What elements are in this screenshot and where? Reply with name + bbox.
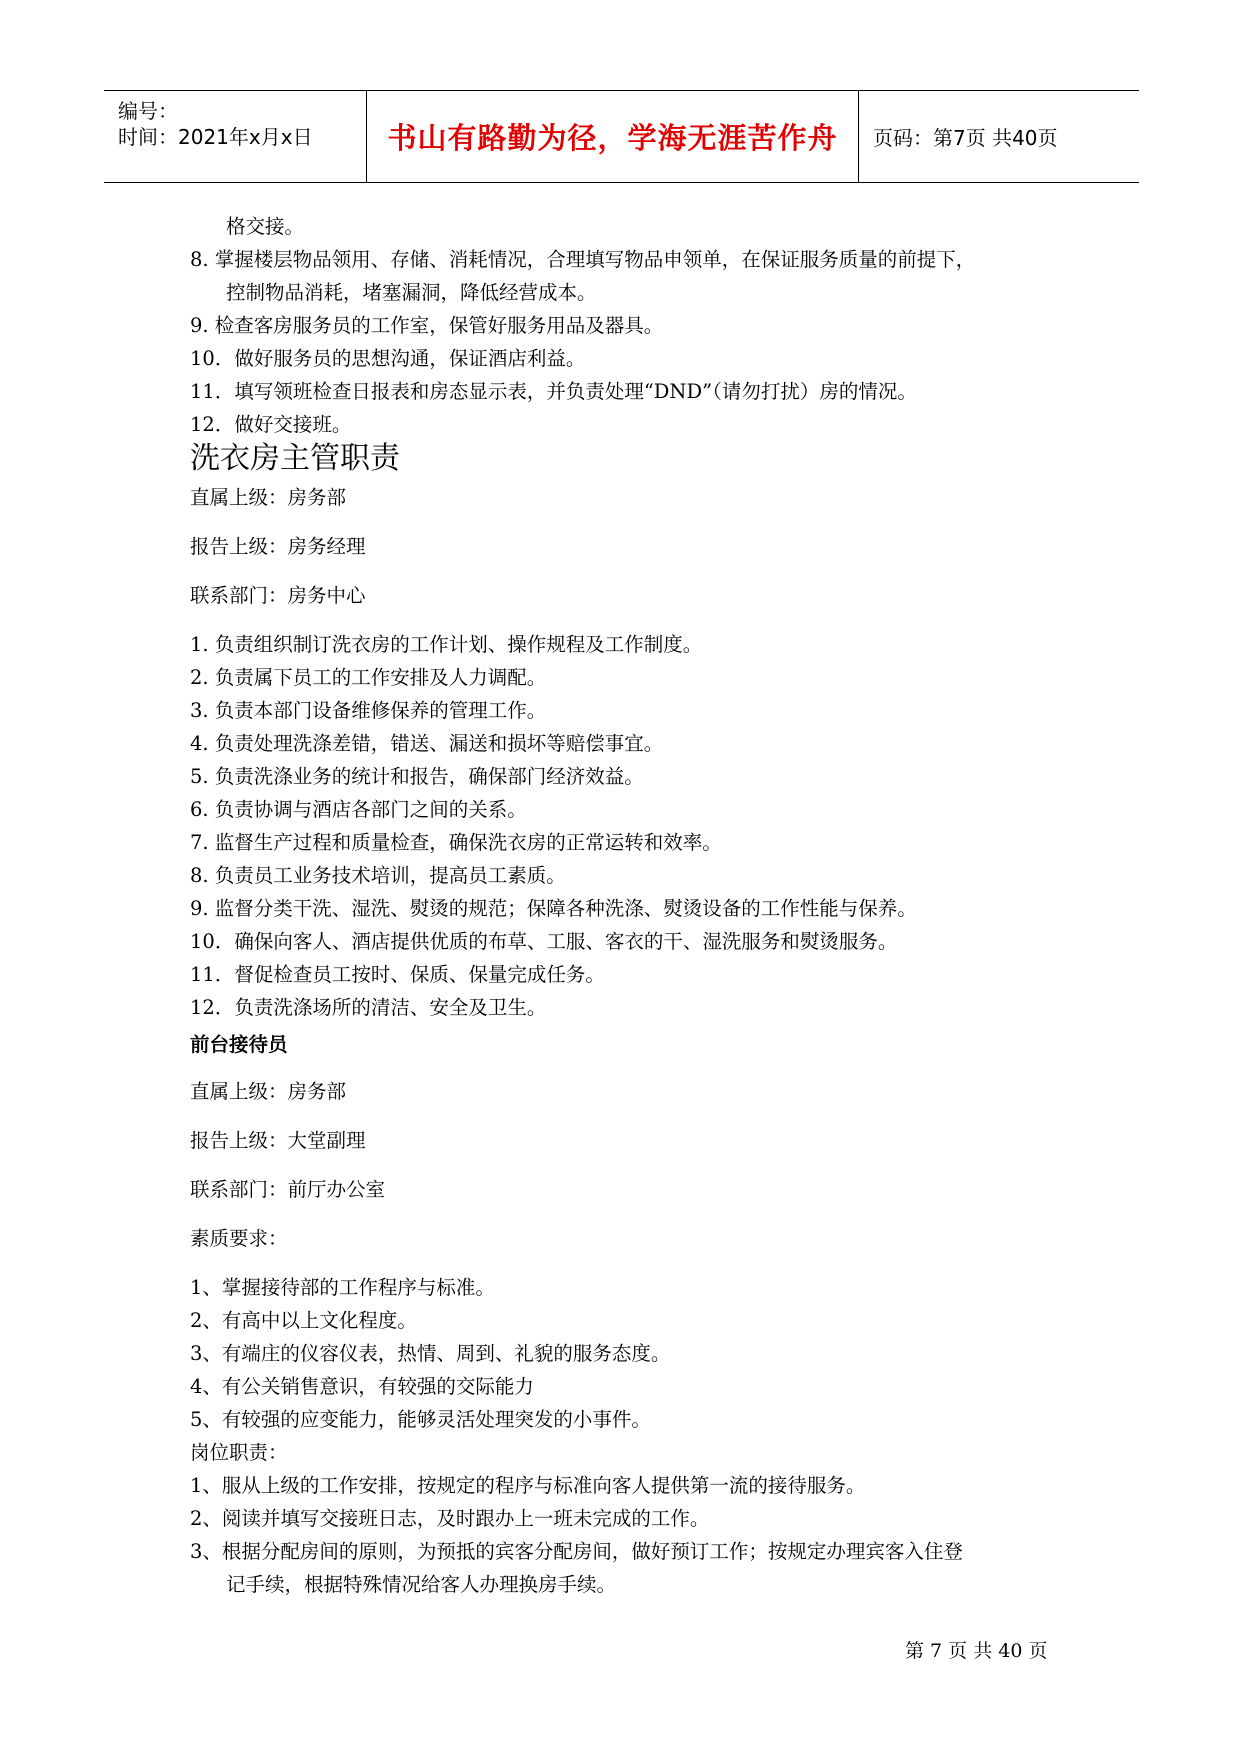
- list-item: 8. 负责员工业务技术培训，提高员工素质。: [190, 864, 566, 887]
- list-item: 5、有较强的应变能力，能够灵活处理突发的小事件。: [190, 1408, 651, 1431]
- list-item: 12．负责洗涤场所的清洁、安全及卫生。: [190, 996, 547, 1019]
- list-item: 8. 掌握楼层物品领用、存储、消耗情况，合理填写物品申领单，在保证服务质量的前提下，: [190, 248, 976, 271]
- laundry-report-to: 报告上级：房务经理: [190, 535, 366, 558]
- list-item: 6. 负责协调与酒店各部门之间的关系。: [190, 798, 527, 821]
- list-item: 3. 负责本部门设备维修保养的管理工作。: [190, 699, 547, 722]
- reception-report-to: 报告上级：大堂副理: [190, 1129, 366, 1152]
- list-item: 12．做好交接班。: [190, 413, 352, 436]
- list-item: 记手续，根据特殊情况给客人办理换房手续。: [226, 1573, 617, 1596]
- document-header: [104, 90, 1139, 183]
- list-item: 2、有高中以上文化程度。: [190, 1309, 417, 1332]
- quality-label: 素质要求：: [190, 1227, 288, 1250]
- list-item: 格交接。: [226, 215, 305, 238]
- header-motto-cell: [367, 91, 859, 182]
- header-motto: 书山有路勤为径，学海无涯苦作舟: [387, 121, 838, 155]
- list-item: 2. 负责属下员工的工作安排及人力调配。: [190, 666, 547, 689]
- list-item: 4. 负责处理洗涤差错，错送、漏送和损坏等赔偿事宜。: [190, 732, 664, 755]
- list-item: 7. 监督生产过程和质量检查，确保洗衣房的正常运转和效率。: [190, 831, 722, 854]
- duty-label: 岗位职责：: [190, 1441, 288, 1464]
- list-item: 1、服从上级的工作安排，按规定的程序与标准向客人提供第一流的接待服务。: [190, 1474, 866, 1497]
- reception-superior: 直属上级：房务部: [190, 1080, 347, 1103]
- list-item: 11．督促检查员工按时、保质、保量完成任务。: [190, 963, 605, 986]
- section-title-reception: 前台接待员: [190, 1033, 288, 1056]
- list-item: 3、有端庄的仪容仪表，热情、周到、礼貌的服务态度。: [190, 1342, 671, 1365]
- header-left-cell: [104, 91, 367, 182]
- list-item: 9. 监督分类干洗、湿洗、熨烫的规范；保障各种洗涤、熨烫设备的工作性能与保养。: [190, 897, 917, 920]
- page-footer: 第 7 页 共 40 页: [905, 1640, 1048, 1662]
- section-title-laundry: 洗衣房主管职责: [190, 441, 400, 476]
- list-item: 5. 负责洗涤业务的统计和报告，确保部门经济效益。: [190, 765, 644, 788]
- list-item: 9. 检查客房服务员的工作室，保管好服务用品及器具。: [190, 314, 664, 337]
- list-item: 4、有公关销售意识，有较强的交际能力: [190, 1375, 534, 1398]
- reception-contact: 联系部门：前厅办公室: [190, 1178, 386, 1201]
- number-label: 编号：: [118, 99, 178, 123]
- laundry-contact: 联系部门：房务中心: [190, 584, 366, 607]
- laundry-superior: 直属上级：房务部: [190, 486, 347, 509]
- list-item: 1、掌握接待部的工作程序与标准。: [190, 1276, 495, 1299]
- list-item: 1. 负责组织制订洗衣房的工作计划、操作规程及工作制度。: [190, 633, 703, 656]
- list-item: 10．确保向客人、酒店提供优质的布草、工服、客衣的干、湿洗服务和熨烫服务。: [190, 930, 898, 953]
- list-item: 10．做好服务员的思想沟通，保证酒店利益。: [190, 347, 586, 370]
- list-item: 控制物品消耗，堵塞漏洞，降低经营成本。: [226, 281, 597, 304]
- header-page-info: 页码：第7页 共40页: [873, 126, 1058, 150]
- document-body: [190, 210, 1070, 1601]
- list-item: 3、根据分配房间的原则，为预抵的宾客分配房间，做好预订工作；按规定办理宾客入住登: [190, 1540, 963, 1563]
- header-page-cell: [859, 91, 1139, 182]
- list-item: 2、阅读并填写交接班日志，及时跟办上一班未完成的工作。: [190, 1507, 710, 1530]
- time-label: 时间：2021年x月x日: [118, 125, 313, 149]
- list-item: 11．填写领班检查日报表和房态显示表，并负责处理“DND”（请勿打扰）房的情况。: [190, 380, 917, 403]
